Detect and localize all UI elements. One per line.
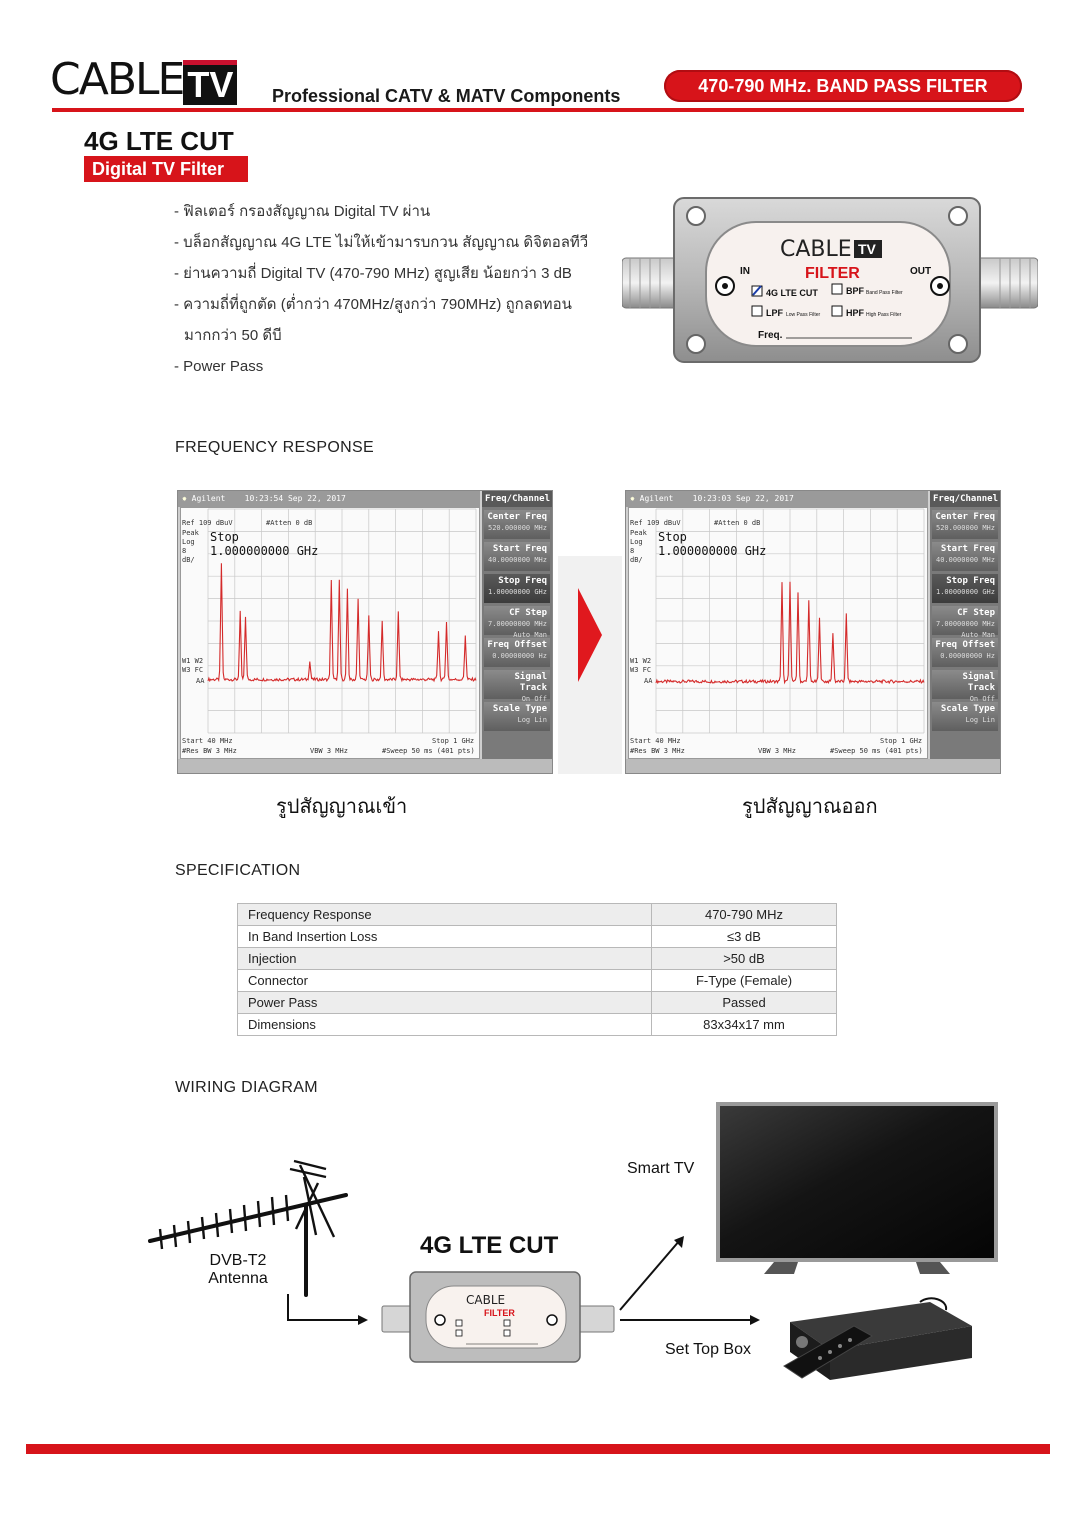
- table-row: [238, 992, 837, 1014]
- device-option-hpf-sub: High Pass Filter: [866, 312, 902, 318]
- device-out-label: OUT: [910, 266, 932, 277]
- spec-name: Power Pass: [238, 992, 652, 1014]
- device-option-4g: 4G LTE CUT: [766, 288, 818, 298]
- spec-name: Frequency Response: [238, 904, 652, 926]
- device-brand: CABLE: [780, 237, 852, 262]
- w3fc-label: W3 FC: [630, 666, 652, 674]
- tv-icon: [714, 1096, 1000, 1278]
- product-title: 4G LTE CUT: [84, 126, 234, 156]
- device-brand-tv: TV: [858, 241, 876, 257]
- sweep-label: #Sweep 50 ms (401 pts): [830, 747, 923, 755]
- logo-word: CABLE: [50, 54, 184, 105]
- stop-label: Stop: [210, 530, 239, 544]
- scope-bottombar: [626, 759, 1000, 773]
- w3fc-label: W3 FC: [182, 666, 204, 674]
- stop-freq-label: Stop 1 GHz: [432, 737, 475, 745]
- resbw-label: #Res BW 3 MHz: [630, 747, 685, 755]
- softkey-scale-type[interactable]: Scale Type Log Lin: [484, 702, 550, 731]
- db-label: dB/: [182, 556, 195, 564]
- db-label: dB/: [630, 556, 643, 564]
- feature-item: - Power Pass: [174, 358, 264, 375]
- set-top-box-icon: [780, 1296, 980, 1402]
- start-label: Start 40 MHz: [630, 737, 681, 745]
- softkey-freq-offset[interactable]: Freq Offset 0.00000000 Hz: [484, 638, 550, 667]
- scope-brand: Agilent: [639, 494, 674, 503]
- menu-title: Freq/Channel: [930, 491, 1000, 507]
- section-wiring-diagram: WIRING DIAGRAM: [175, 1079, 318, 1096]
- feature-item: - ฟิลเตอร์ กรองสัญญาณ Digital TV ผ่าน: [174, 203, 431, 220]
- device-filter-label: FILTER: [805, 265, 860, 282]
- antenna-label-line2: Antenna: [208, 1270, 268, 1287]
- vbw-label: VBW 3 MHz: [310, 747, 348, 755]
- spec-name: Dimensions: [238, 1014, 652, 1036]
- softkey-freq-offset[interactable]: Freq Offset 0.00000000 Hz: [932, 638, 998, 667]
- stop-value: 1.000000000 GHz: [210, 544, 319, 558]
- spec-value: 83x34x17 mm: [652, 1014, 837, 1036]
- caption-input-signal: รูปสัญญาณเข้า: [276, 796, 408, 818]
- spec-value: >50 dB: [652, 948, 837, 970]
- scope-plot: [178, 491, 482, 761]
- feature-item: - ย่านความถี่ Digital TV (470-790 MHz) สูญเสีย น้อยกว่า 3 dB: [174, 265, 572, 282]
- softkey-center-freq[interactable]: Center Freq 520.000000 MHz: [932, 510, 998, 539]
- atten-label: #Atten 0 dB: [714, 519, 761, 527]
- brand-logo: [50, 54, 265, 106]
- w1w2-label: W1 W2: [630, 657, 652, 665]
- spec-value: ≤3 dB: [652, 926, 837, 948]
- section-frequency-response: FREQUENCY RESPONSE: [175, 439, 374, 456]
- band-badge: 470-790 MHz. BAND PASS FILTER: [664, 70, 1022, 102]
- product-image: [622, 196, 1038, 366]
- softkey-start-freq[interactable]: Start Freq 40.0000000 MHz: [932, 542, 998, 571]
- softkey-signal-track[interactable]: Signal Track On Off: [484, 670, 550, 699]
- log-label: Log: [630, 538, 643, 546]
- device-option-lpf: LPF: [766, 308, 783, 318]
- antenna-label: [198, 1252, 278, 1288]
- scope-plot: [626, 491, 930, 761]
- ref-label: Ref 109 dBuV: [182, 519, 233, 527]
- scope-topbar: ✸ Agilent 10:23:54 Sep 22, 2017: [178, 491, 480, 507]
- smart-tv-label: Smart TV: [627, 1160, 695, 1177]
- spec-name: Injection: [238, 948, 652, 970]
- stop-freq-label: Stop 1 GHz: [880, 737, 923, 745]
- caption-output-signal: รูปสัญญาณออก: [742, 796, 878, 818]
- resbw-label: #Res BW 3 MHz: [182, 747, 237, 755]
- section-specification: SPECIFICATION: [175, 862, 301, 879]
- scope-time: 10:23:03 Sep 22, 2017: [692, 494, 794, 503]
- aa-label: AA: [644, 677, 653, 685]
- scale-label: 8: [182, 547, 187, 555]
- scope-softkey-menu: [482, 491, 552, 759]
- softkey-cf-step[interactable]: CF Step 7.00000000 MHz Auto Man: [484, 606, 550, 635]
- scope-brand: Agilent: [191, 494, 226, 503]
- spec-value: 470-790 MHz: [652, 904, 837, 926]
- spec-value: Passed: [652, 992, 837, 1014]
- softkey-center-freq[interactable]: Center Freq 520.000000 MHz: [484, 510, 550, 539]
- spec-value: F-Type (Female): [652, 970, 837, 992]
- softkey-stop-freq[interactable]: Stop Freq 1.00000000 GHz: [932, 574, 998, 603]
- header-divider: [52, 108, 1024, 112]
- mini-filter-label: FILTER: [484, 1308, 515, 1318]
- table-row: [238, 926, 837, 948]
- softkey-start-freq[interactable]: Start Freq 40.0000000 MHz: [484, 542, 550, 571]
- spectrum-output: [625, 490, 1001, 774]
- set-top-box-label: Set Top Box: [665, 1341, 751, 1358]
- log-label: Log: [182, 538, 195, 546]
- sweep-label: #Sweep 50 ms (401 pts): [382, 747, 475, 755]
- vbw-label: VBW 3 MHz: [758, 747, 796, 755]
- feature-item: มากกว่า 50 ดีบี: [184, 327, 282, 344]
- ref-label: Ref 109 dBuV: [630, 519, 681, 527]
- footer-divider: [26, 1444, 1050, 1454]
- scope-bottombar: [178, 759, 552, 773]
- table-row: [238, 1014, 837, 1036]
- device-option-bpf: BPF: [846, 286, 864, 296]
- scope-softkey-menu: [930, 491, 1000, 759]
- w1w2-label: W1 W2: [182, 657, 204, 665]
- feature-item: - ความถี่ที่ถูกตัด (ต่ำกว่า 470MHz/สูงกว่า 790MHz) ถูกลดทอน: [174, 296, 572, 313]
- device-in-label: IN: [740, 266, 750, 277]
- stop-value: 1.000000000 GHz: [658, 544, 767, 558]
- feature-list: [174, 196, 588, 382]
- device-freq-label: Freq.: [758, 330, 783, 341]
- softkey-scale-type[interactable]: Scale Type Log Lin: [932, 702, 998, 731]
- scope-topbar: ✸ Agilent 10:23:03 Sep 22, 2017: [626, 491, 928, 507]
- stop-label: Stop: [658, 530, 687, 544]
- scale-label: 8: [630, 547, 635, 555]
- atten-label: #Atten 0 dB: [266, 519, 313, 527]
- antenna-to-filter-arrow: [280, 1290, 380, 1330]
- table-row: [238, 948, 837, 970]
- menu-title: Freq/Channel: [482, 491, 552, 507]
- feature-item: - บล็อกสัญญาณ 4G LTE ไม่ให้เข้ามารบกวน สัญญาณ ดิจิตอลทีวี: [174, 234, 589, 251]
- softkey-signal-track[interactable]: Signal Track On Off: [932, 670, 998, 699]
- wiring-filter-device: [380, 1270, 616, 1366]
- spec-name: Connector: [238, 970, 652, 992]
- table-row: [238, 970, 837, 992]
- wiring-filter-title: 4G LTE CUT: [420, 1232, 559, 1259]
- device-option-bpf-sub: Band Pass Filter: [866, 290, 903, 296]
- logo-tv: TV: [183, 60, 237, 105]
- mini-brand: CABLE: [466, 1293, 506, 1307]
- spec-table: [237, 903, 837, 1036]
- softkey-cf-step[interactable]: CF Step 7.00000000 MHz Auto Man: [932, 606, 998, 635]
- start-label: Start 40 MHz: [182, 737, 233, 745]
- spec-name: In Band Insertion Loss: [238, 926, 652, 948]
- softkey-stop-freq[interactable]: Stop Freq 1.00000000 GHz: [484, 574, 550, 603]
- product-subtitle: Digital TV Filter: [84, 156, 248, 182]
- device-option-hpf: HPF: [846, 308, 864, 318]
- antenna-label-line1: DVB-T2: [209, 1252, 267, 1269]
- table-row: [238, 904, 837, 926]
- spectrum-input: [177, 490, 553, 774]
- peak-label: Peak: [182, 529, 199, 537]
- peak-label: Peak: [630, 529, 647, 537]
- aa-label: AA: [196, 677, 205, 685]
- arrow-right-icon: [576, 588, 604, 682]
- tagline: Professional CATV & MATV Components: [272, 86, 621, 106]
- scope-time: 10:23:54 Sep 22, 2017: [244, 494, 346, 503]
- device-option-lpf-sub: Low Pass Filter: [786, 312, 821, 318]
